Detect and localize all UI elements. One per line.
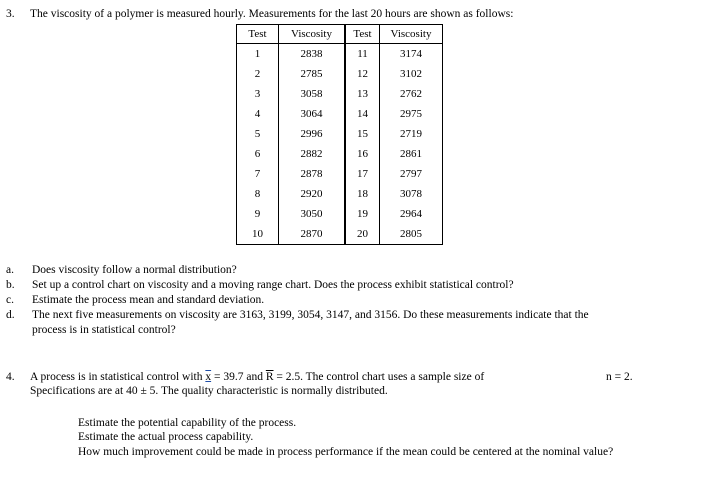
part-a-letter: a. [6,264,14,276]
cell-test-1: 2 [237,64,279,84]
header-test-1: Test [237,25,279,44]
rbar-symbol: $\overline{R}$ [265,371,274,383]
cell-test-2: 14 [345,104,380,124]
problem-4-line-2: Specifications are at 40 ± 5. The quality characteristic is normally distributed. [30,385,388,397]
cell-test-1: 1 [237,44,279,65]
problem-4-line-1-c: = 2.5. The control chart uses a sample size of [273,371,485,383]
table-row [237,144,443,164]
cell-viscosity-2: 2719 [380,124,443,144]
problem-3-intro: The viscosity of a polymer is measured hourly. Measurements for the last 20 hours are shown as follows: [30,8,514,20]
table-row [237,44,443,65]
part-d-continuation: process is in statistical control? [32,324,176,336]
problem-4-line-1-b: = 39.7 and [211,371,266,383]
cell-viscosity-1: 3064 [279,104,346,124]
cell-test-2: 11 [345,44,380,65]
cell-test-1: 10 [237,224,279,245]
header-viscosity-1: Viscosity [279,25,346,44]
cell-test-2: 18 [345,184,380,204]
table-row [237,184,443,204]
cell-test-2: 20 [345,224,380,245]
question-potential-capability: Estimate the potential capability of the process. [78,417,297,429]
cell-viscosity-2: 3078 [380,184,443,204]
part-d-text: The next five measurements on viscosity are 3163, 3199, 3054, 3147, and 3156. Do these measurements indicate that the [32,309,589,321]
table-row [237,224,443,245]
cell-test-2: 16 [345,144,380,164]
part-b-text: Set up a control chart on viscosity and a moving range chart. Does the process exhibit statistical control? [32,279,514,291]
cell-viscosity-2: 2797 [380,164,443,184]
header-test-2: Test [345,25,380,44]
problem-4-line-1-a: A process is in statistical control with [30,371,206,383]
cell-viscosity-1: 2878 [279,164,346,184]
cell-viscosity-1: 2785 [279,64,346,84]
table-row [237,124,443,144]
cell-viscosity-1: 2996 [279,124,346,144]
cell-test-1: 3 [237,84,279,104]
cell-test-2: 19 [345,204,380,224]
cell-viscosity-1: 2838 [279,44,346,65]
cell-viscosity-2: 3174 [380,44,443,65]
cell-test-1: 6 [237,144,279,164]
cell-test-1: 5 [237,124,279,144]
cell-viscosity-2: 2964 [380,204,443,224]
part-b-letter: b. [6,279,15,291]
cell-viscosity-1: 2920 [279,184,346,204]
cell-viscosity-1: 3058 [279,84,346,104]
table-row [237,104,443,124]
part-c-letter: c. [6,294,14,306]
part-c-text: Estimate the process mean and standard deviation. [32,294,265,306]
viscosity-table [236,24,443,245]
cell-viscosity-1: 3050 [279,204,346,224]
problem-4-line-1 [30,371,484,383]
cell-viscosity-1: 2882 [279,144,346,164]
table-header-row [237,25,443,44]
question-actual-capability: Estimate the actual process capability. [78,431,254,443]
part-d-letter: d. [6,309,15,321]
xbar-symbol: x [205,371,212,383]
problem-4-number: 4. [6,371,15,383]
part-a-text: Does viscosity follow a normal distribution? [32,264,237,276]
table-row [237,64,443,84]
cell-test-1: 8 [237,184,279,204]
cell-viscosity-1: 2870 [279,224,346,245]
cell-test-1: 7 [237,164,279,184]
problem-3-number: 3. [6,8,15,20]
cell-test-2: 15 [345,124,380,144]
question-improvement: How much improvement could be made in process performance if the mean could be centered at the nominal value? [78,446,614,458]
cell-test-2: 13 [345,84,380,104]
cell-viscosity-2: 2975 [380,104,443,124]
cell-viscosity-2: 3102 [380,64,443,84]
cell-test-2: 12 [345,64,380,84]
cell-test-2: 17 [345,164,380,184]
cell-test-1: 4 [237,104,279,124]
table-row [237,84,443,104]
cell-viscosity-2: 2805 [380,224,443,245]
cell-viscosity-2: 2762 [380,84,443,104]
cell-viscosity-2: 2861 [380,144,443,164]
cell-test-1: 9 [237,204,279,224]
table-row [237,204,443,224]
sample-size-n: n = 2. [606,371,633,383]
table-row [237,164,443,184]
header-viscosity-2: Viscosity [380,25,443,44]
